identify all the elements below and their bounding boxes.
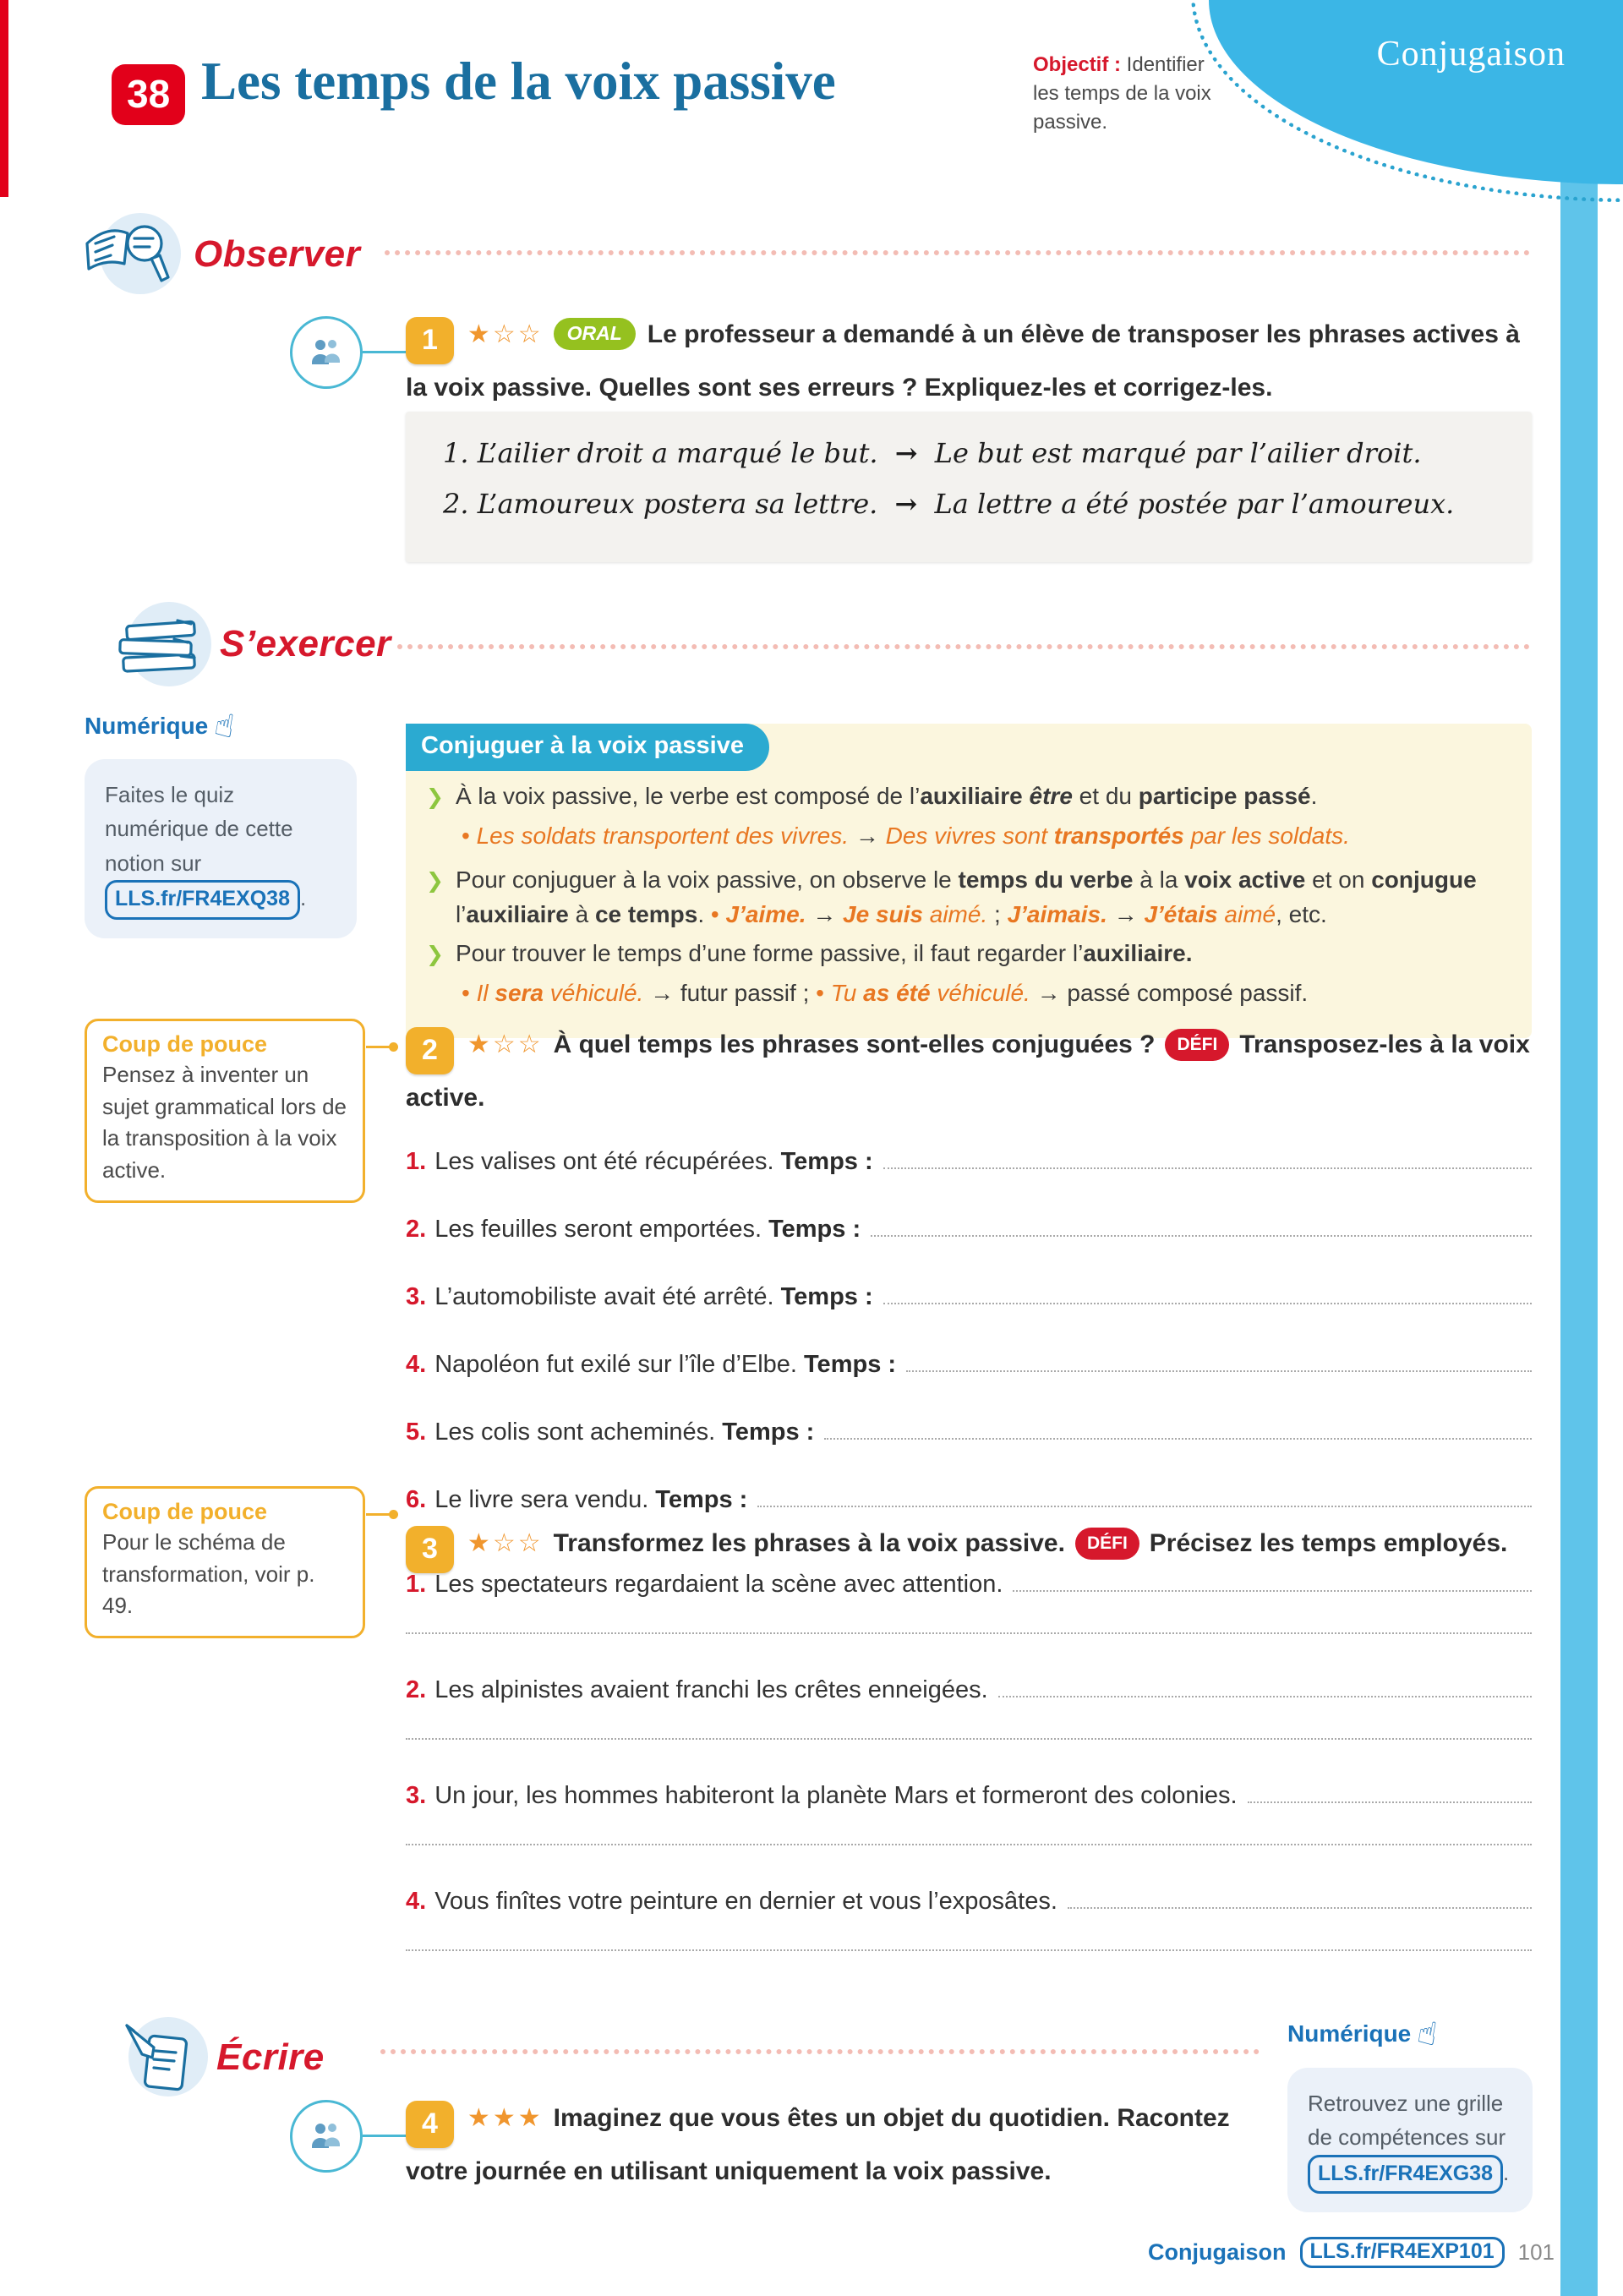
sexercer-section-label: S’exercer	[220, 623, 391, 664]
rule-example: • Les soldats transportent des vivres. → Des vivres sont transportés par les soldats.	[462, 822, 1350, 849]
passive-sentence: Le but est marqué par l’ailier droit.	[934, 437, 1422, 469]
book-magnifier-icon	[80, 218, 182, 291]
objective	[1033, 51, 1236, 137]
coup-de-pouce-2-connector	[366, 1513, 395, 1516]
item-sentence: Napoléon fut exilé sur l’île d’Elbe.	[434, 1351, 797, 1378]
item-sentence: Vous finîtes votre peinture en dernier et vous l’exposâtes.	[434, 1888, 1057, 1915]
exercise4-number-badge: 4	[406, 2101, 454, 2148]
ecrire-section-label: Écrire	[216, 2036, 325, 2078]
active-sentence: L’amoureux postera sa lettre.	[477, 488, 878, 520]
exercise2	[406, 1021, 1555, 1122]
exercise3-instruction-pre: Transformez les phrases à la voix passive.	[553, 1529, 1065, 1557]
item-sentence: Les alpinistes avaient franchi les crêtes enneigées.	[434, 1676, 988, 1703]
temps-label: Temps :	[722, 1419, 815, 1446]
pencil-notebook-icon	[117, 2022, 205, 2093]
arrow-icon: →	[894, 488, 918, 520]
exercise2-number-badge: 2	[406, 1027, 454, 1074]
sexercer-section-heading	[110, 610, 391, 678]
exercise2-instruction-pre: À quel temps les phrases sont-elles conjuguées ?	[553, 1030, 1156, 1058]
exercise2-item	[406, 1143, 1532, 1176]
exercise4-connector	[363, 2135, 406, 2137]
numerique-grille-box	[1287, 2068, 1533, 2212]
answer-line	[1068, 1883, 1532, 1909]
handwritten-answers-box	[406, 412, 1532, 562]
answer-line	[883, 1143, 1532, 1169]
numerique-quiz-text: Faites le quiz numérique de cette notion sur	[105, 782, 293, 876]
rule-point	[426, 779, 1510, 814]
numerique-label: Numérique	[1287, 2020, 1412, 2047]
two-people-icon	[306, 2116, 347, 2157]
pair-work-icon	[290, 316, 363, 389]
item-sentence: L’automobiliste avait été arrêté.	[434, 1283, 774, 1310]
ecrire-section-heading	[117, 2022, 325, 2093]
item-number: 5.	[406, 1419, 427, 1446]
rule-box-title: Conjuguer à la voix passive	[406, 724, 769, 771]
answer-line	[906, 1346, 1532, 1372]
item-sentence: Les colis sont acheminés.	[434, 1419, 716, 1446]
answer-line	[824, 1413, 1532, 1440]
sentence-period: .	[1503, 2159, 1510, 2185]
coup-de-pouce-1-connector	[366, 1046, 395, 1048]
temps-label: Temps :	[780, 1283, 873, 1310]
chevron-bullet-icon: ❯	[426, 868, 444, 894]
exercise2-item	[406, 1211, 1532, 1244]
temps-label: Temps :	[804, 1351, 897, 1378]
coup-de-pouce-text: Pour le schéma de transformation, voir p. 49.	[102, 1529, 315, 1619]
exercise2-instruction	[406, 1021, 1555, 1122]
page-footer	[1148, 2237, 1555, 2268]
temps-label: Temps :	[768, 1216, 861, 1243]
item-number: 2.	[406, 1216, 427, 1243]
rule-example: • Il sera véhiculé. → futur passif ; • Tu as été véhiculé. → passé composé passif.	[462, 979, 1309, 1006]
numerique-grille-text: Retrouvez une grille de compétences sur	[1308, 2091, 1506, 2151]
exercise2-items	[406, 1143, 1532, 1549]
item-number: 4.	[406, 1351, 427, 1378]
answer-line-full	[406, 1631, 1532, 1634]
rule-text: Pour trouver le temps d’une forme passive, il faut regarder l’auxiliaire.	[455, 940, 1193, 967]
coup-de-pouce-title: Coup de pouce	[102, 1499, 267, 1524]
page-number: 101	[1517, 2239, 1555, 2265]
footer-section-label: Conjugaison	[1148, 2239, 1287, 2265]
footer-link[interactable]: LLS.fr/FR4EXP101	[1300, 2237, 1505, 2268]
item-sentence: Les valises ont été récupérées.	[434, 1148, 774, 1175]
right-blue-band	[1560, 118, 1598, 2296]
active-sentence: L’ailier droit a marqué le but.	[477, 437, 878, 469]
exercise2-item	[406, 1413, 1532, 1446]
exercise3-item	[406, 1777, 1532, 1845]
exercise2-item	[406, 1481, 1532, 1514]
item-number: 3.	[406, 1283, 427, 1310]
sexercer-dotted-rule	[397, 644, 1530, 649]
exercise3-item-row	[406, 1777, 1532, 1810]
numerique-grille-heading	[1287, 2013, 1441, 2053]
answer-line	[998, 1671, 1532, 1697]
item-sentence: Les feuilles seront emportées.	[434, 1216, 762, 1243]
exercise1-instruction-text: Le professeur a demandé à un élève de transposer les phrases actives à la voix passive. Quelles sont ses erreurs ? Expliquez-les et corrigez-les.	[406, 320, 1520, 402]
item-number: 2.	[406, 1676, 427, 1703]
handwritten-line-number: 1.	[443, 437, 469, 469]
rule-box	[406, 724, 1532, 1038]
item-number: 6.	[406, 1486, 427, 1513]
numerique-quiz-box	[85, 759, 357, 938]
passive-sentence: La lettre a été postée par l’amoureux.	[934, 488, 1455, 520]
grille-link[interactable]: LLS.fr/FR4EXG38	[1308, 2155, 1503, 2195]
answer-line	[871, 1211, 1532, 1237]
exercise1	[406, 311, 1532, 412]
exercise3-item-row	[406, 1566, 1532, 1599]
observer-dotted-rule	[385, 250, 1530, 255]
exercise2-item	[406, 1346, 1532, 1379]
category-tab: Conjugaison	[1376, 35, 1566, 74]
two-people-icon	[306, 332, 347, 373]
handwritten-line	[443, 437, 1495, 469]
exercise3-item-row	[406, 1883, 1532, 1916]
answer-line	[1248, 1777, 1532, 1803]
coup-de-pouce-2	[85, 1486, 365, 1638]
coup-de-pouce-1	[85, 1019, 365, 1203]
numerique-label: Numérique	[85, 713, 209, 739]
answer-line-full	[406, 1736, 1532, 1740]
difficulty-stars: ★☆☆	[467, 320, 544, 349]
books-stack-icon	[110, 610, 208, 678]
item-number: 1.	[406, 1148, 427, 1175]
item-sentence: Le livre sera vendu.	[434, 1486, 649, 1513]
difficulty-stars: ★★★	[467, 2103, 544, 2133]
exercise1-connector	[363, 351, 406, 353]
defi-badge: DÉFI	[1165, 1029, 1229, 1061]
exercise4-instruction-text: Imaginez que vous êtes un objet du quotidien. Racontez votre journée en utilisant uniquement la voix passive.	[406, 2104, 1230, 2185]
rule-point	[426, 937, 1510, 971]
answer-line	[757, 1481, 1532, 1507]
answer-line-full	[406, 1842, 1532, 1845]
click-hand-icon: ☝	[1414, 2013, 1441, 2053]
exercise3-item	[406, 1883, 1532, 1951]
exercise3-item-row	[406, 1671, 1532, 1704]
handwritten-line-number: 2.	[443, 488, 469, 520]
category-corner	[1209, 0, 1623, 184]
temps-label: Temps :	[655, 1486, 748, 1513]
objective-label: Objectif :	[1033, 53, 1122, 76]
exercise3-item	[406, 1566, 1532, 1634]
sentence-period: .	[300, 884, 307, 910]
lesson-number-badge: 38	[112, 64, 185, 125]
exercise1-instruction	[406, 311, 1532, 412]
observer-section-label: Observer	[194, 233, 361, 275]
difficulty-stars: ★☆☆	[467, 1030, 544, 1059]
ecrire-dotted-rule	[380, 2049, 1260, 2054]
pair-work-icon	[290, 2100, 363, 2173]
difficulty-stars: ★☆☆	[467, 1528, 544, 1558]
item-number: 1.	[406, 1571, 427, 1598]
oral-badge: ORAL	[554, 318, 636, 350]
rule-point	[426, 863, 1510, 932]
exercise3-instruction-post: Précisez les temps employés.	[1149, 1529, 1508, 1557]
chevron-bullet-icon: ❯	[426, 784, 444, 809]
answer-line	[1013, 1566, 1532, 1592]
rule-text: Pour conjuguer à la voix passive, on observe le temps du verbe à la voix active et on conjugue l’auxiliaire à ce temps. • J’aime. → Je suis aimé. ; J’aimais. → J’étais aimé, etc.	[455, 866, 1477, 927]
item-number: 3.	[406, 1782, 427, 1809]
observer-section-heading	[80, 218, 360, 291]
item-number: 4.	[406, 1888, 427, 1915]
coup-de-pouce-title: Coup de pouce	[102, 1031, 267, 1057]
item-sentence: Un jour, les hommes habiteront la planète Mars et formeront des colonies.	[434, 1782, 1238, 1809]
exercise3-items	[406, 1566, 1532, 1988]
answer-line-full	[406, 1948, 1532, 1951]
exercise2-item	[406, 1278, 1532, 1311]
arrow-icon: →	[894, 437, 918, 469]
exercise3-number-badge: 3	[406, 1526, 454, 1573]
temps-label: Temps :	[780, 1148, 873, 1175]
rule-text: À la voix passive, le verbe est composé de l’auxiliaire être et du participe passé.	[455, 783, 1318, 809]
exercise1-number-badge: 1	[406, 317, 454, 364]
answer-line	[883, 1278, 1532, 1304]
handwritten-line	[443, 488, 1495, 520]
quiz-link[interactable]: LLS.fr/FR4EXQ38	[105, 880, 300, 920]
objective-text: Identifier les temps de la voix passive.	[1033, 53, 1211, 134]
numerique-quiz-heading	[85, 705, 238, 746]
left-red-edge-decoration	[0, 0, 8, 197]
chevron-bullet-icon: ❯	[426, 942, 444, 967]
click-hand-icon: ☝	[211, 705, 238, 746]
page-title: Les temps de la voix passive	[201, 52, 836, 111]
defi-badge: DÉFI	[1075, 1528, 1139, 1560]
exercise4	[406, 2095, 1268, 2195]
exercise3-item	[406, 1671, 1532, 1740]
item-sentence: Les spectateurs regardaient la scène avec attention.	[434, 1571, 1003, 1598]
coup-de-pouce-text: Pensez à inventer un sujet grammatical lors de la transposition à la voix active.	[102, 1062, 347, 1184]
exercise2-instruction-post: Transposez-les à la voix active.	[406, 1030, 1530, 1112]
exercise4-instruction	[406, 2095, 1268, 2195]
